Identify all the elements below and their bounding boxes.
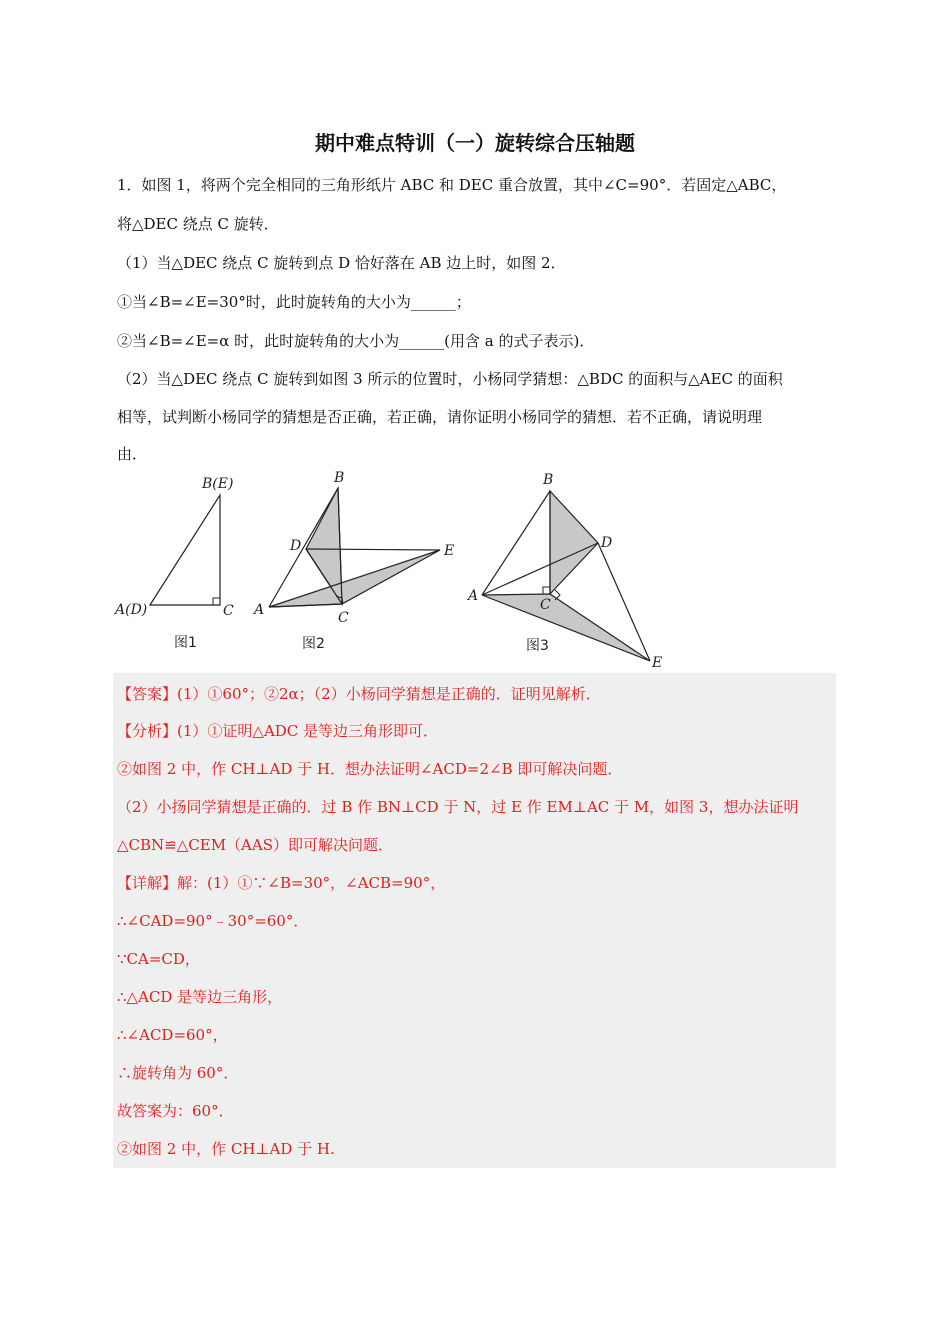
answer-tag: 【答案】	[117, 685, 178, 703]
page-title: 期中难点特训（一）旋转综合压轴题	[315, 131, 635, 155]
answer-text: (1）①60°；②2α；（2）小杨同学猜想是正确的．证明见解析．	[177, 685, 601, 703]
figure-1	[113, 476, 234, 651]
analysis-tag: 【分析】	[117, 722, 178, 740]
figure-3	[466, 472, 662, 671]
question-part-2-line-1: （2）当△DEC 绕点 C 旋转到如图 3 所示的位置时，小杨同学猜想：△BDC 的面积与△AEC 的面积	[117, 370, 783, 388]
answer-summary	[117, 684, 601, 704]
analysis-line-1	[117, 721, 438, 741]
question-part-2-line-3: 由．	[117, 445, 148, 463]
fig3-label-c: C	[540, 597, 551, 613]
fig2-label-e: E	[444, 543, 455, 559]
fig1-label-c: C	[223, 603, 234, 619]
detail-text: 解：(1）①∵∠B=30°，∠ACB=90°，	[177, 874, 446, 892]
fig1-label-a: A(D)	[115, 602, 148, 618]
question-sub-2: ②当∠B=∠E=α 时，此时旋转角的大小为______(用含 a 的式子表示)．	[117, 332, 595, 350]
detail-line-1	[117, 873, 445, 893]
fig2-label-b: B	[334, 470, 345, 486]
geometry-figures	[110, 462, 690, 672]
fig2-label-a: A	[254, 602, 265, 618]
question-part-2-line-2: 相等，试判断小杨同学的猜想是否正确，若正确，请你证明小杨同学的猜想．若不正确，请说明理	[117, 408, 763, 426]
fig1-caption: 图1	[174, 635, 197, 651]
analysis-line-3: （2）小扬同学猜想是正确的．过 B 作 BN⊥CD 于 N，过 E 作 EM⊥AC 于 M，如图 3，想办法证明	[117, 798, 799, 816]
fig2-label-c: C	[338, 610, 349, 626]
analysis-text: (1）①证明△ADC 是等边三角形即可．	[177, 722, 439, 740]
fig2-label-d: D	[290, 538, 302, 554]
detail-line-6: ∴旋转角为 60°．	[117, 1064, 239, 1082]
fig3-label-b: B	[543, 472, 554, 488]
figure-2	[252, 470, 454, 652]
detail-line-7: 故答案为：60°．	[117, 1102, 234, 1120]
question-sub-1: ①当∠B=∠E=30°时，此时旋转角的大小为______；	[117, 293, 471, 311]
detail-line-4: ∴△ACD 是等边三角形，	[117, 988, 283, 1006]
analysis-line-2: ②如图 2 中，作 CH⊥AD 于 H．想办法证明∠ACD=2∠B 即可解决问题．	[117, 760, 623, 778]
detail-line-3: ∵CA=CD，	[117, 950, 200, 968]
analysis-line-4: △CBN≌△CEM（AAS）即可解决问题．	[117, 836, 393, 854]
detail-line-2: ∴∠CAD=90°﹣30°=60°．	[117, 912, 309, 930]
question-part-1: （1）当△DEC 绕点 C 旋转到点 D 恰好落在 AB 边上时，如图 2．	[117, 254, 566, 272]
question-line-1: 1．如图 1，将两个完全相同的三角形纸片 ABC 和 DEC 重合放置，其中∠C=90°．若固定△ABC，	[117, 176, 787, 194]
fig2-caption: 图2	[302, 636, 325, 652]
fig3-label-d: D	[601, 535, 613, 551]
fig3-label-a: A	[468, 588, 479, 604]
detail-line-5: ∴∠ACD=60°，	[117, 1026, 228, 1044]
fig1-label-b: B(E)	[202, 476, 234, 492]
fig3-caption: 图3	[526, 638, 549, 654]
detail-tag: 【详解】	[117, 874, 178, 892]
fig3-label-e: E	[652, 655, 663, 671]
figures-svg	[110, 462, 690, 672]
question-line-2: 将△DEC 绕点 C 旋转．	[117, 215, 279, 233]
detail-line-8: ②如图 2 中，作 CH⊥AD 于 H.	[117, 1140, 335, 1158]
